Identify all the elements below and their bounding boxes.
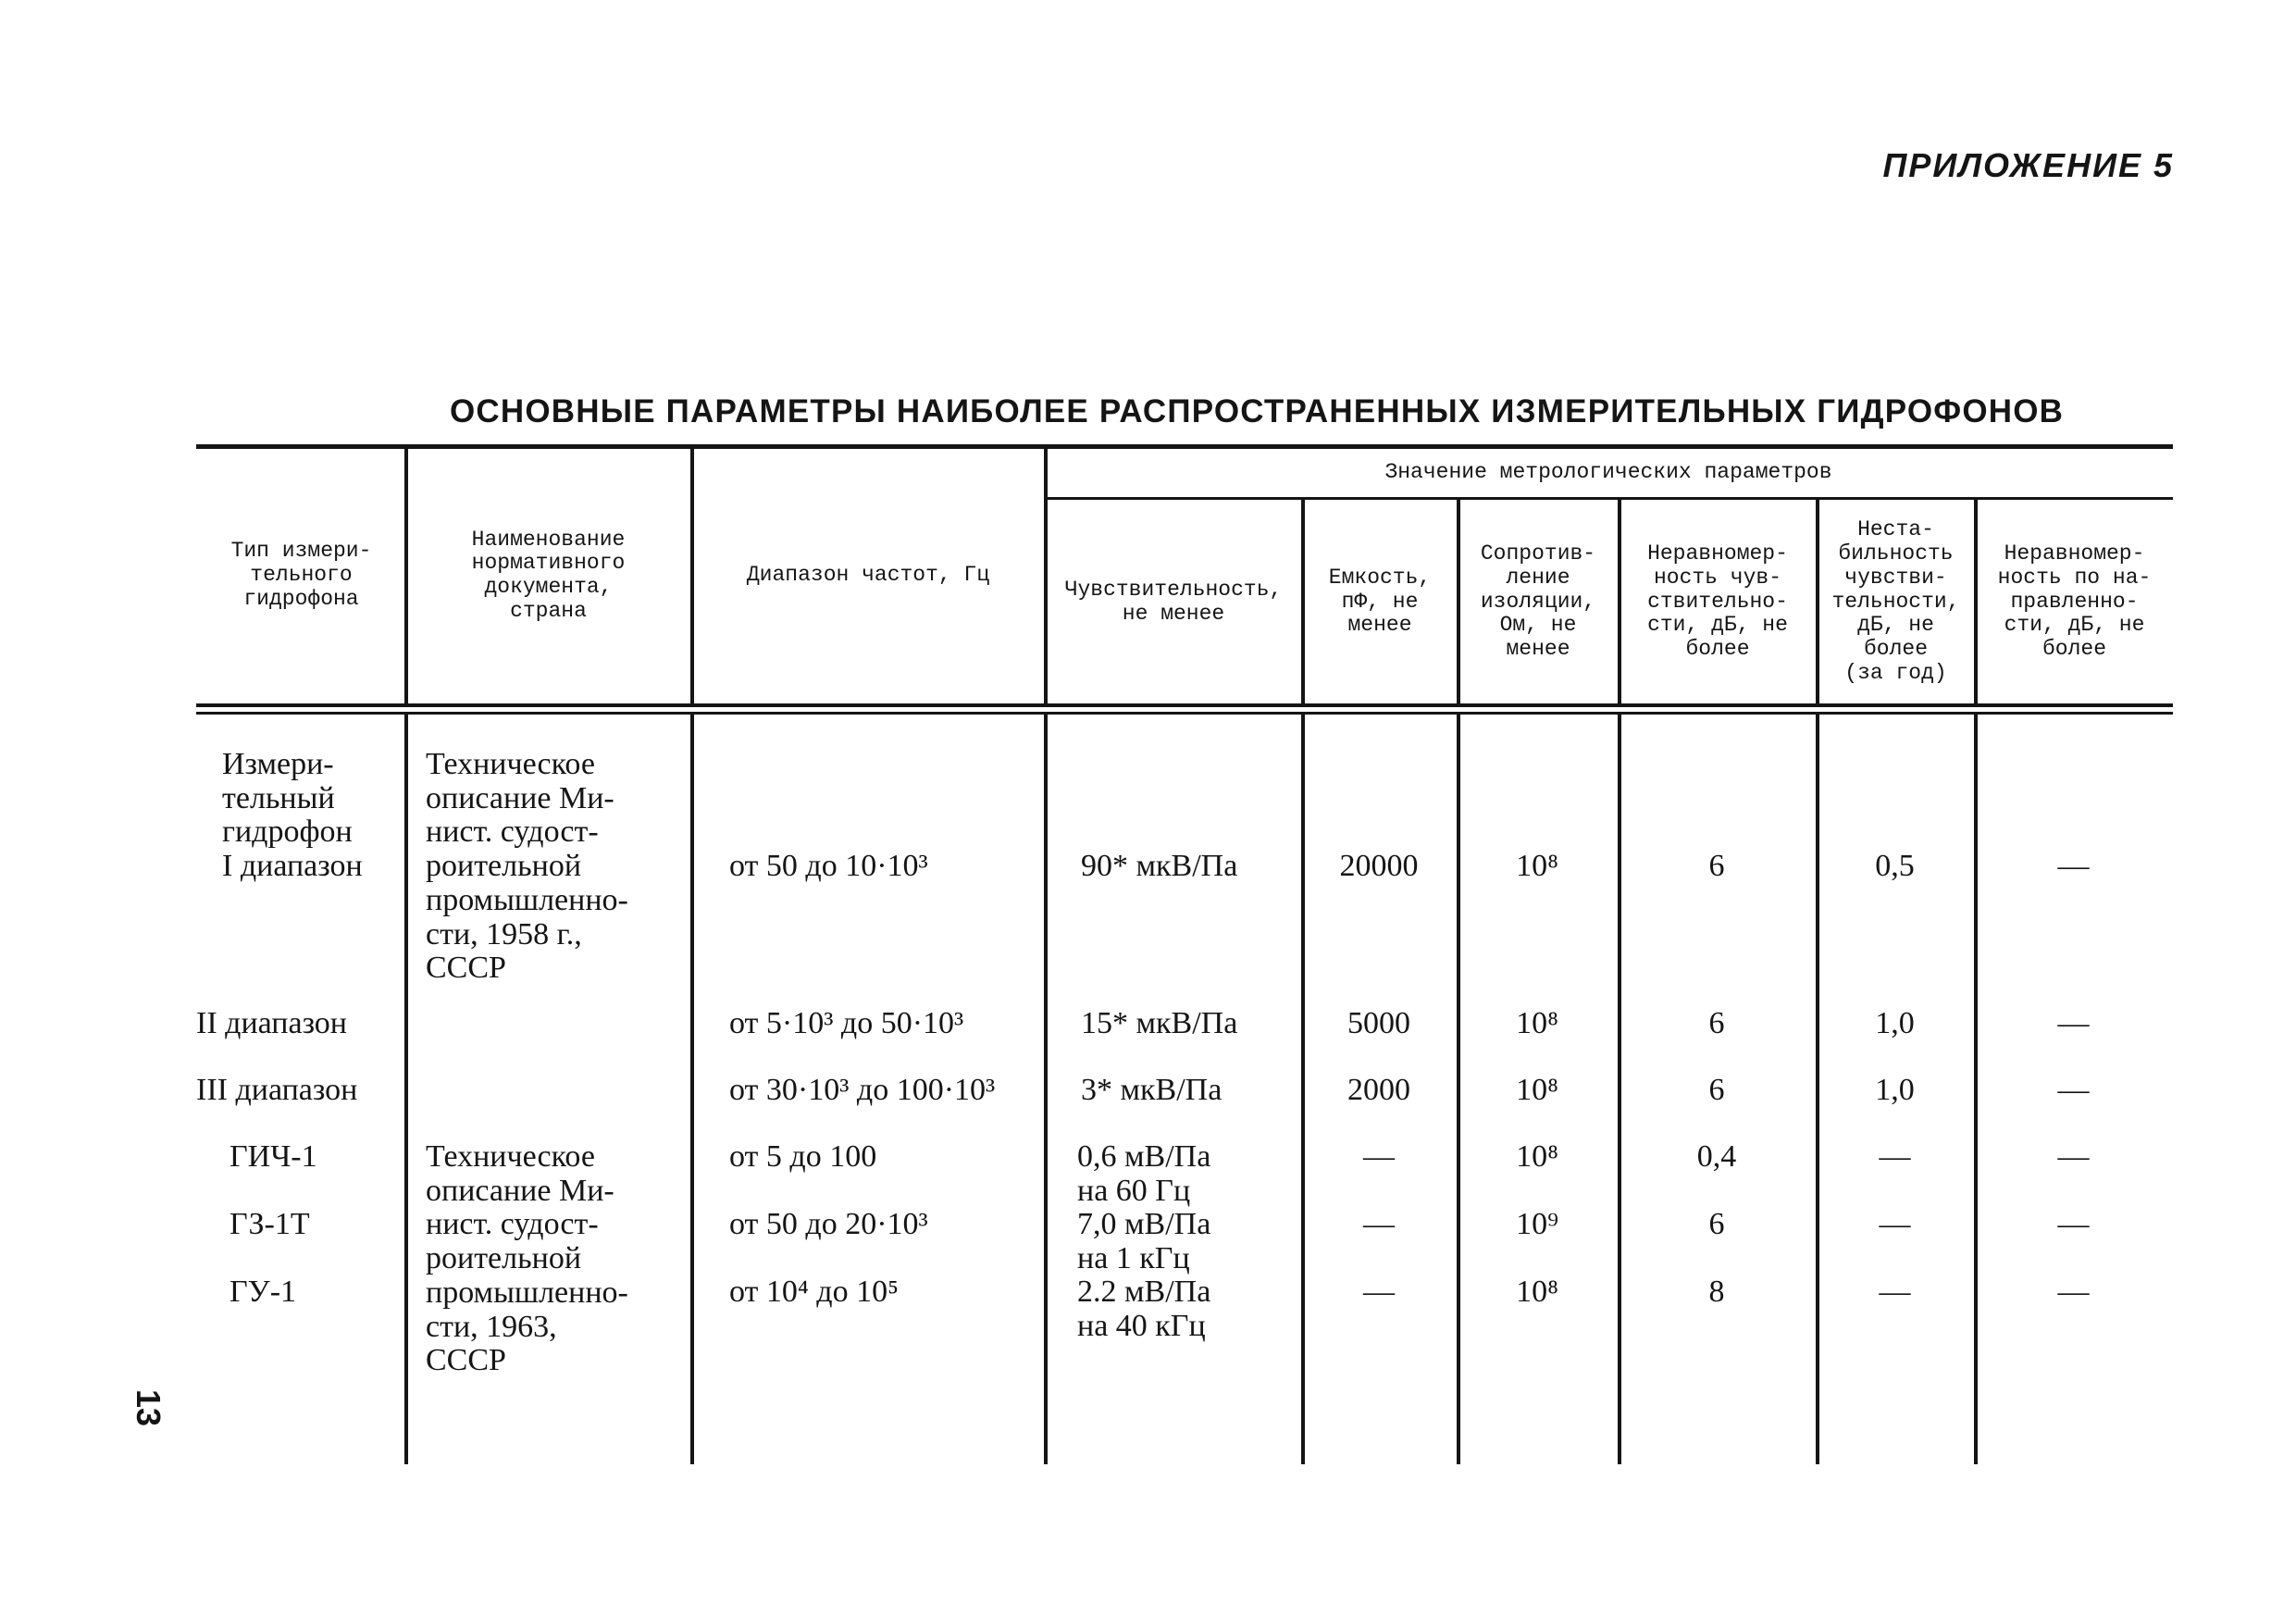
cell-sensitivity — [1077, 1275, 1210, 1343]
cell-type-line: II диапазон — [196, 1006, 347, 1040]
appendix-label: ПРИЛОЖЕНИЕ 5 — [1882, 146, 2174, 184]
header-directivity-nonuniformity — [1978, 501, 2171, 703]
header-line: Тип измери- — [230, 539, 372, 564]
cell-directivity-nonuniformity: — — [2057, 1275, 2090, 1309]
header-line: Ом, не — [1499, 613, 1577, 638]
cell-sensitivity — [1077, 1208, 1210, 1275]
cell-capacitance: — — [1363, 1139, 1395, 1174]
cell-sensitivity-nonuniformity: 6 — [1708, 1207, 1725, 1241]
header-capacitance — [1305, 501, 1455, 703]
cell-type-line: ГЗ-1Т — [230, 1207, 310, 1241]
cell-capacitance: 2000 — [1347, 1073, 1410, 1107]
header-line: Емкость, — [1328, 565, 1432, 590]
cell-type-line: I диапазон — [222, 849, 363, 884]
header-line: дБ, не — [1857, 613, 1934, 638]
cell-sensitivity-line: на 1 кГц — [1077, 1240, 1190, 1275]
header-line: более — [1685, 637, 1750, 662]
cell-directivity-nonuniformity: — — [2057, 1139, 2090, 1174]
cell-type — [222, 748, 426, 884]
cell-capacitance: 5000 — [1347, 1006, 1410, 1040]
cell-insulation-resistance: 10⁸ — [1516, 848, 1558, 883]
cell-sensitivity-line: на 40 кГц — [1077, 1308, 1206, 1343]
cell-sensitivity — [1081, 1007, 1237, 1041]
cell-sensitivity-line: 90* мкВ/Па — [1081, 848, 1238, 883]
header-line: (за год) — [1844, 660, 1947, 685]
header-line: не менее — [1122, 601, 1225, 626]
cell-insulation-resistance: 10⁹ — [1516, 1207, 1558, 1241]
cell-sensitivity-line: 15* мкВ/Па — [1081, 1006, 1238, 1040]
header-line: сти, дБ, не — [1647, 613, 1788, 638]
cell-frequency-range: от 50 до 10·10³ — [729, 848, 928, 883]
cell-type-line: тельный — [222, 780, 335, 815]
header-insulation-resistance-text — [1481, 542, 1595, 662]
header-line: более — [2042, 637, 2106, 662]
cell-document-line: промышленно- — [426, 1275, 628, 1310]
header-line: ность чув- — [1653, 565, 1781, 590]
header-line: более — [1863, 637, 1928, 662]
cell-document — [426, 1140, 676, 1378]
header-frequency-range-text — [747, 564, 989, 588]
header-directivity-nonuniformity-text — [1998, 542, 2152, 662]
cell-type-line: гидрофон — [222, 815, 353, 850]
cell-sensitivity — [1081, 850, 1237, 884]
header-line: Диапазон частот, Гц — [746, 563, 990, 588]
cell-sensitivity-line: 3* мкВ/Па — [1081, 1073, 1222, 1107]
header-line: нормативного — [471, 551, 626, 576]
header-line: менее — [1506, 637, 1570, 662]
cell-sensitivity-instability: 1,0 — [1875, 1006, 1915, 1040]
cell-type-line: III диапазон — [196, 1073, 358, 1107]
header-sensitivity-text — [1065, 578, 1283, 627]
cell-capacitance: 20000 — [1339, 848, 1419, 883]
header-line: тельного — [250, 563, 353, 588]
cell-type — [196, 1074, 400, 1108]
cell-sensitivity-line: 0,6 мВ/Па — [1077, 1139, 1211, 1174]
cell-type-line: ГУ-1 — [230, 1275, 297, 1309]
header-line: сти, дБ, не — [2004, 613, 2145, 638]
cell-sensitivity — [1081, 1074, 1222, 1108]
rule-group — [1044, 497, 2173, 500]
cell-frequency-range: от 5 до 100 — [729, 1139, 877, 1174]
cell-sensitivity-instability: — — [1879, 1139, 1911, 1174]
rule-head-1 — [196, 703, 2173, 707]
header-line: Наименование — [471, 527, 626, 552]
table-title: ОСНОВНЫЕ ПАРАМЕТРЫ НАИБОЛЕЕ РАСПРОСТРАНЕННЫХ ИЗМЕРИТЕЛЬНЫХ ГИДРОФОНОВ — [450, 393, 2065, 429]
cell-frequency-range: от 50 до 20·10³ — [729, 1207, 928, 1241]
cell-document-line: описание Ми- — [426, 780, 614, 815]
cell-document-line: роительной — [426, 849, 582, 884]
cell-sensitivity-nonuniformity: 6 — [1708, 1006, 1725, 1040]
cell-document-line: СССР — [426, 951, 506, 986]
header-line: пФ, не — [1341, 589, 1419, 614]
cell-type-line: Измери- — [222, 747, 334, 781]
header-line: Неравномер- — [1647, 541, 1788, 566]
header-sensitivity-instability — [1819, 501, 1972, 703]
header-line: страна — [510, 598, 587, 623]
cell-document-line: сти, 1963, — [426, 1309, 557, 1344]
header-line: менее — [1347, 613, 1412, 638]
rule-head-2 — [196, 712, 2173, 715]
header-frequency-range — [694, 448, 1042, 703]
cell-directivity-nonuniformity: — — [2057, 1207, 2090, 1241]
header-document — [408, 448, 689, 703]
header-line: тельности, — [1831, 589, 1960, 614]
cell-sensitivity-instability: 1,0 — [1875, 1073, 1915, 1107]
cell-document-line: промышленно- — [426, 882, 628, 917]
header-line: гидрофона — [243, 586, 359, 611]
cell-document-line: нист. судост- — [426, 815, 599, 850]
cell-sensitivity-nonuniformity: 8 — [1708, 1275, 1725, 1309]
header-group: Значение метрологических параметров — [1384, 459, 1832, 484]
cell-capacitance: — — [1363, 1275, 1395, 1309]
header-line: Сопротив- — [1480, 541, 1596, 566]
header-line: Неравномер- — [2004, 541, 2145, 566]
cell-directivity-nonuniformity: — — [2057, 1006, 2090, 1040]
header-sensitivity-nonuniformity — [1621, 501, 1814, 703]
header-line: ность по на- — [1997, 565, 2152, 590]
cell-insulation-resistance: 10⁸ — [1516, 1275, 1558, 1309]
column-divider — [1044, 715, 1048, 1464]
cell-sensitivity-nonuniformity: 0,4 — [1696, 1139, 1737, 1174]
cell-document-line: нист. судост- — [426, 1207, 599, 1242]
header-capacitance-text — [1329, 566, 1431, 638]
cell-sensitivity-instability: — — [1879, 1207, 1911, 1241]
cell-sensitivity-line: 7,0 мВ/Па — [1077, 1207, 1211, 1241]
cell-insulation-resistance: 10⁸ — [1516, 1073, 1558, 1107]
header-line: правленно- — [2010, 589, 2139, 614]
cell-capacitance: — — [1363, 1207, 1395, 1241]
cell-document — [426, 748, 676, 986]
cell-document-line: описание Ми- — [426, 1173, 614, 1208]
cell-directivity-nonuniformity: — — [2057, 1073, 2090, 1107]
cell-frequency-range: от 30·10³ до 100·10³ — [729, 1073, 996, 1107]
cell-sensitivity-line: на 60 Гц — [1077, 1173, 1191, 1208]
cell-sensitivity-instability: 0,5 — [1875, 848, 1915, 883]
cell-document-line: Техническое — [426, 747, 595, 781]
cell-sensitivity-line: 2.2 мВ/Па — [1077, 1275, 1211, 1309]
header-type-text — [231, 540, 372, 611]
header-type — [200, 448, 403, 703]
header-line: чувстви- — [1844, 565, 1947, 590]
header-document-text — [472, 529, 626, 624]
cell-document-line: сти, 1958 г., — [426, 916, 582, 952]
cell-document-line: роительной — [426, 1241, 582, 1276]
column-divider — [690, 715, 694, 1464]
cell-document-line: Техническое — [426, 1139, 595, 1174]
cell-type — [230, 1275, 433, 1310]
cell-sensitivity-instability: — — [1879, 1275, 1911, 1309]
cell-sensitivity-nonuniformity: 6 — [1708, 848, 1725, 883]
cell-sensitivity-nonuniformity: 6 — [1708, 1073, 1725, 1107]
cell-type-line: ГИЧ-1 — [230, 1139, 317, 1174]
cell-type — [230, 1140, 433, 1175]
header-insulation-resistance — [1460, 501, 1616, 703]
header-line: Неста- — [1857, 517, 1934, 542]
cell-sensitivity — [1077, 1140, 1210, 1208]
cell-insulation-resistance: 10⁸ — [1516, 1139, 1558, 1174]
cell-document-line: СССР — [426, 1343, 506, 1378]
header-sensitivity-instability-text — [1831, 518, 1959, 685]
header-line: ление — [1506, 565, 1570, 590]
header-line: бильность — [1838, 541, 1954, 566]
header-line: ствительно- — [1647, 589, 1788, 614]
cell-directivity-nonuniformity: — — [2057, 848, 2090, 883]
cell-insulation-resistance: 10⁸ — [1516, 1006, 1558, 1040]
header-line: документа, — [484, 575, 613, 599]
header-line: Чувствительность, — [1064, 577, 1283, 602]
header-line: изоляции, — [1480, 589, 1596, 614]
cell-type — [196, 1007, 400, 1041]
cell-type — [230, 1208, 433, 1242]
cell-frequency-range: от 5·10³ до 50·10³ — [729, 1006, 964, 1040]
page-number: 13 — [130, 1388, 168, 1427]
header-sensitivity-nonuniformity-text — [1647, 542, 1788, 662]
cell-frequency-range: от 10⁴ до 10⁵ — [729, 1275, 899, 1309]
header-sensitivity — [1048, 501, 1299, 703]
